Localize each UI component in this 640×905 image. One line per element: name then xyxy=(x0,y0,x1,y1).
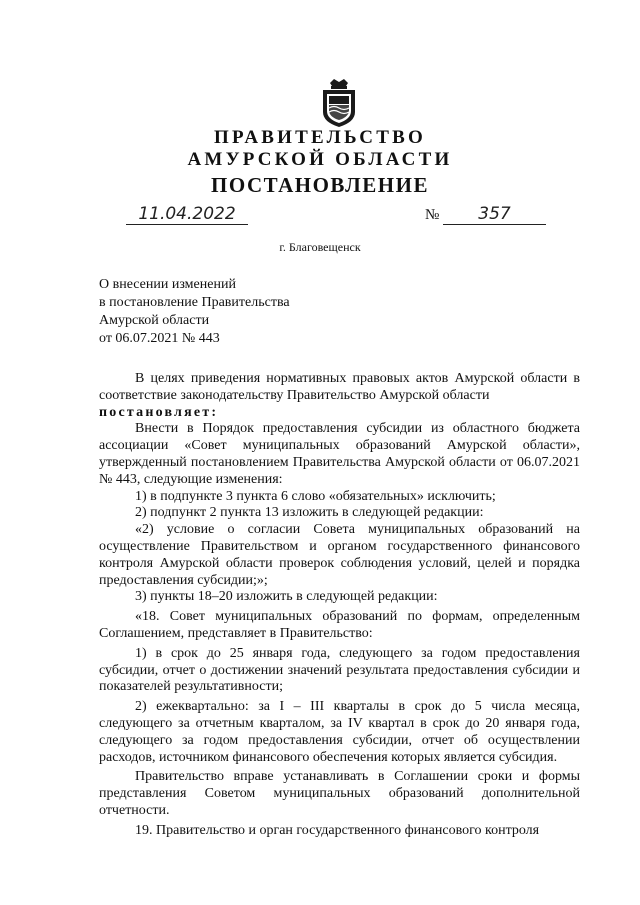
decree-word: постановляет: xyxy=(99,404,219,420)
subject-line: в постановление Правительства xyxy=(99,295,290,310)
document-number: 357 xyxy=(443,204,546,225)
body-paragraph: «18. Совет муниципальных образований по формам, определенным Соглашением, представляет в Правительство: xyxy=(99,609,580,641)
city-line: г. Благовещенск xyxy=(279,240,361,254)
body-paragraph: 2) ежеквартально: за I – III кварталы в срок до 5 числа месяца, следующего за отчетным кварталом, за IV квартал в срок до 20 января года, следующего за годом предоставления субсидии, отчет об осуществлении расходов, источником финансового обеспечения которых является субсидия. xyxy=(99,699,580,765)
body-paragraph: Правительство вправе устанавливать в Соглашении сроки и формы представления Советом муниципальных образований дополнительной отчетности. xyxy=(99,769,580,818)
subject-block xyxy=(99,276,290,348)
body-paragraph: 19. Правительство и орган государственного финансового контроля xyxy=(135,822,540,838)
number-label: № xyxy=(425,207,440,223)
subject-line: О внесении изменений xyxy=(99,277,236,292)
coat-of-arms-emblem xyxy=(318,78,360,128)
document-type-heading: ПОСТАНОВЛЕНИЕ xyxy=(211,173,429,197)
body-paragraph: 2) подпункт 2 пункта 13 изложить в следующей редакции: xyxy=(135,505,484,521)
document-body xyxy=(99,371,580,840)
region-heading: АМУРСКОЙ ОБЛАСТИ xyxy=(187,149,453,170)
body-paragraph: 1) в срок до 25 января года, следующего за годом предоставления субсидии, отчет о достижении значений результата предоставления субсидии и показателей результативности; xyxy=(99,645,580,695)
body-paragraph: Внести в Порядок предоставления субсидии из областного бюджета ассоциации «Совет муниципальных образований Амурской области», утвержденный постановлением Правительства Амурской области от 06.07.2021 № 443, следующие изменения: xyxy=(99,421,580,487)
government-heading: ПРАВИТЕЛЬСТВО xyxy=(214,127,426,148)
document-date: 11.04.2022 xyxy=(126,204,248,225)
intro-paragraph: В целях приведения нормативных правовых актов Амурской области в соответствие законодательству Правительство Амурской области xyxy=(99,371,580,403)
subject-line: Амурской области xyxy=(99,313,210,328)
body-paragraph: 3) пункты 18–20 изложить в следующей редакции: xyxy=(135,589,438,605)
body-paragraph: 1) в подпункте 3 пункта 6 слово «обязательных» исключить; xyxy=(135,488,496,504)
body-paragraph: «2) условие о согласии Совета муниципальных образований на осуществление Правительством и органом государственного финансового контроля Амурской области проверок соблюдения условий, целей и порядка предоставления субсидии;»; xyxy=(99,522,580,588)
subject-line: от 06.07.2021 № 443 xyxy=(99,331,220,346)
